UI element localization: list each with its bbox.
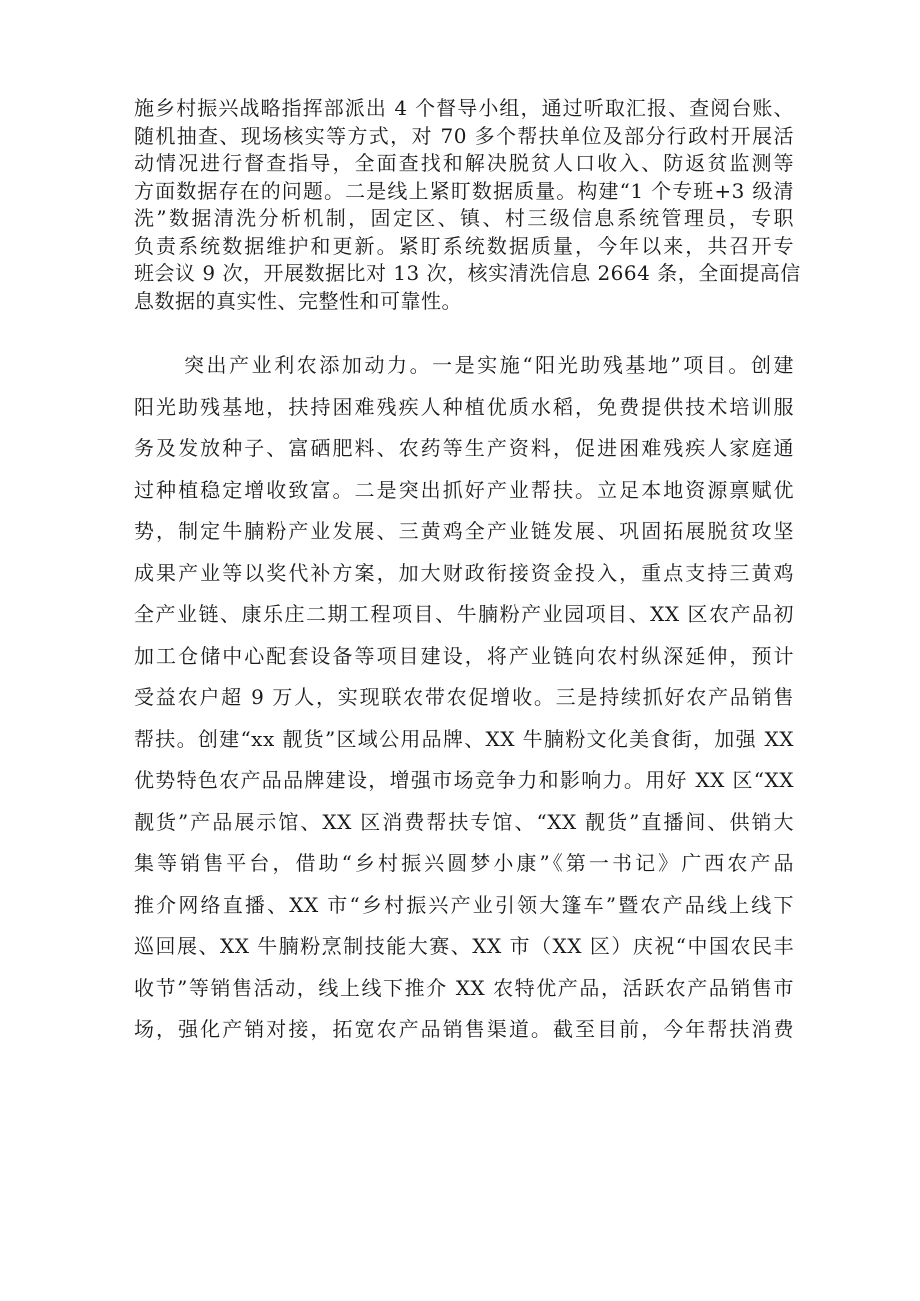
text-line-indented: 突出产业利农添加动力。一是实施“阳光助残基地”项目。创建 xyxy=(184,353,794,377)
text-line: 方面数据存在的问题。二是线上紧盯数据质量。构建“1 个专班+3 级清 xyxy=(134,178,794,203)
text-line: 负责系统数据维护和更新。紧盯系统数据质量，今年以来，共召开专 xyxy=(134,233,794,258)
text-line: 受益农户超 9 万人，实现联农带农促增收。三是持续抓好农产品销售 xyxy=(134,685,794,709)
paragraph-industry-support xyxy=(134,345,794,1051)
text-line: 随机抽查、现场核实等方式，对 70 多个帮扶单位及部分行政村开展活 xyxy=(134,123,794,148)
paragraph-data-quality xyxy=(134,95,801,315)
text-line: 务及发放种子、富硒肥料、农药等生产资料，促进困难残疾人家庭通 xyxy=(134,436,794,460)
text-line: 帮扶。创建“xx 靓货”区域公用品牌、XX 牛腩粉文化美食街，加强 XX xyxy=(134,726,794,751)
text-line: 势，制定牛腩粉产业发展、三黄鸡全产业链发展、巩固拓展脱贫攻坚 xyxy=(134,519,794,543)
text-line: 动情况进行督查指导，全面查找和解决脱贫人口收入、防返贫监测等 xyxy=(134,151,794,175)
text-line: 场，强化产销对接，拓宽农产品销售渠道。截至目前，今年帮扶消费 xyxy=(134,1017,794,1041)
text-line: 推介网络直播、XX 市“乡村振兴产业引领大篷车”暨农产品线上线下 xyxy=(134,892,794,917)
text-line: 洗”数据清洗分析机制，固定区、镇、村三级信息系统管理员，专职 xyxy=(134,206,794,230)
text-line: 息数据的真实性、完整性和可靠性。 xyxy=(134,288,462,313)
text-line: 过种植稳定增收致富。二是突出抓好产业帮扶。立足本地资源禀赋优 xyxy=(134,477,794,502)
text-line: 加工仓储中心配套设备等项目建设，将产业链向农村纵深延伸，预计 xyxy=(134,643,794,668)
text-line: 集等销售平台，借助“乡村振兴圆梦小康”《第一书记》广西农产品 xyxy=(134,851,794,875)
text-line: 收节”等销售活动，线上线下推介 XX 农特优产品，活跃农产品销售市 xyxy=(134,975,794,1000)
text-line: 全产业链、康乐庄二期工程项目、牛腩粉产业园项目、XX 区农产品初 xyxy=(134,602,794,626)
text-line: 靓货”产品展示馆、XX 区消费帮扶专馆、“XX 靓货”直播间、供销大 xyxy=(134,809,794,834)
text-line: 优势特色农产品品牌建设，增强市场竞争力和影响力。用好 XX 区“XX xyxy=(134,768,794,792)
text-line: 施乡村振兴战略指挥部派出 4 个督导小组，通过听取汇报、查阅台账、 xyxy=(134,96,794,120)
text-line: 巡回展、XX 牛腩粉烹制技能大赛、XX 市（XX 区）庆祝“中国农民丰 xyxy=(134,934,794,958)
text-line: 成果产业等以奖代补方案，加大财政衔接资金投入，重点支持三黄鸡 xyxy=(134,560,794,585)
text-line: 阳光助残基地，扶持困难残疾人种植优质水稻，免费提供技术培训服 xyxy=(134,394,794,419)
text-line: 班会议 9 次，开展数据比对 13 次，核实清洗信息 2664 条，全面提高信 xyxy=(134,261,801,285)
